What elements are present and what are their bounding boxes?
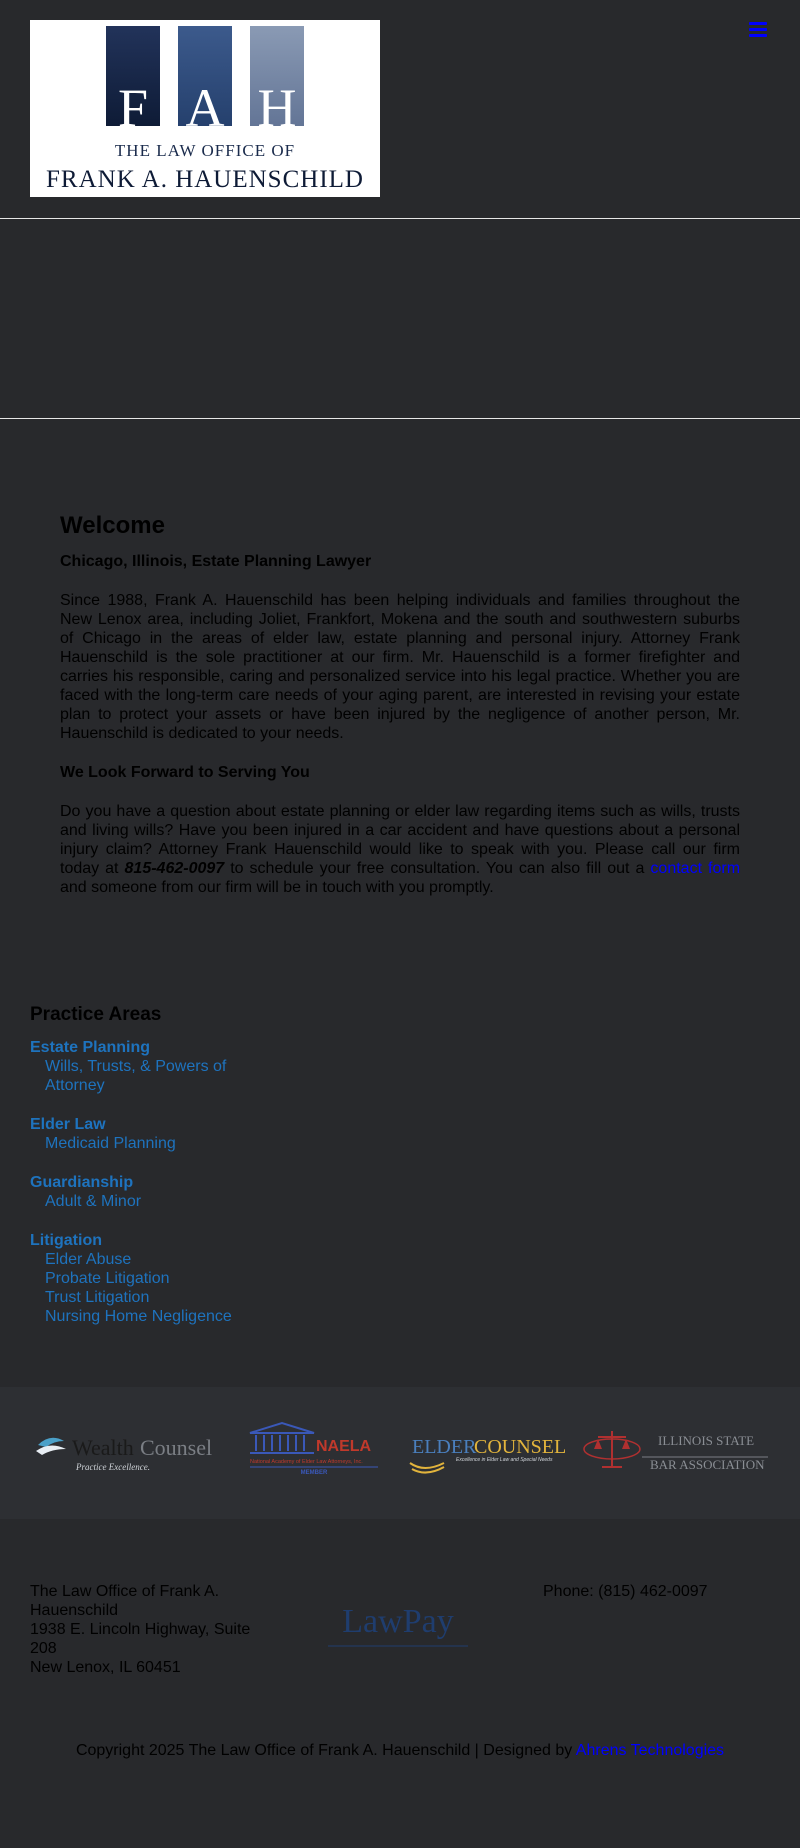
phone-number: 815-462-0097 xyxy=(124,860,225,877)
wealthcounsel-word1: Wealth xyxy=(72,1435,134,1460)
lawpay-logo[interactable] xyxy=(318,1596,478,1656)
site-header xyxy=(0,0,800,218)
eldercounsel-word2: COUNSEL xyxy=(474,1436,566,1458)
link-medicaid-planning[interactable]: Medicaid Planning xyxy=(45,1135,176,1152)
serving-heading: We Look Forward to Serving You xyxy=(60,764,310,781)
link-guardianship[interactable]: Guardianship xyxy=(30,1174,134,1191)
logo-letter-h: H xyxy=(257,78,297,138)
isba-logo[interactable] xyxy=(582,1421,770,1477)
welcome-title: Welcome xyxy=(60,512,165,539)
eldercounsel-tagline: Excellence in Elder Law and Special Needs xyxy=(456,1457,553,1463)
link-elder-abuse[interactable]: Elder Abuse xyxy=(45,1251,132,1268)
practice-group-litigation xyxy=(30,1231,260,1326)
wealthcounsel-logo[interactable] xyxy=(34,1427,224,1477)
link-trust-litigation[interactable]: Trust Litigation xyxy=(45,1289,150,1306)
isba-line1: ILLINOIS STATE xyxy=(658,1433,755,1448)
consult-text-3: and someone from our firm will be in touch with you promptly. xyxy=(60,879,494,896)
wealthcounsel-graphic xyxy=(34,1427,224,1477)
welcome-paragraph: Since 1988, Frank A. Hauenschild has been helping individuals and families throughout the New Lenox area, including Joliet, Frankfort, Mokena and the south and southwestern suburbs of Chicago in the areas of elder law, estate planning and personal injury. Attorney Frank Hauenschild is the sole practitioner at our firm. Mr. Hauenschild is a former firefighter and carries his responsible, caring and personalized service into his legal practice. Whether you are faced with the long-term care needs of your aging parent, are interested in revising your estate plan to protect your assets or have been injured by the negligence of another person, Mr. Hauenschild is dedicated to your needs. xyxy=(60,592,740,742)
affiliations-band xyxy=(0,1387,800,1519)
header-divider xyxy=(0,218,800,219)
footer-address xyxy=(30,1582,260,1677)
designer-link[interactable]: Ahrens Technologies xyxy=(575,1742,725,1759)
eldercounsel-logo[interactable] xyxy=(406,1423,566,1479)
naela-member: MEMBER xyxy=(300,1470,328,1476)
naela-abbr: NAELA xyxy=(316,1438,372,1455)
hamburger-menu-icon[interactable] xyxy=(749,22,767,38)
wealthcounsel-word2: Counsel xyxy=(140,1435,213,1460)
eldercounsel-graphic xyxy=(406,1423,566,1479)
link-nursing-home-negligence[interactable]: Nursing Home Negligence xyxy=(45,1308,232,1325)
welcome-section xyxy=(60,510,740,917)
practice-areas-title: Practice Areas xyxy=(30,1004,162,1025)
lawpay-label: LawPay xyxy=(342,1603,454,1640)
naela-graphic xyxy=(246,1417,382,1477)
firm-logo[interactable] xyxy=(30,20,380,197)
isba-graphic xyxy=(582,1421,770,1477)
lawpay-graphic xyxy=(318,1596,478,1656)
logo-tagline: THE LAW OFFICE OF xyxy=(114,141,296,160)
consult-text-2: to schedule your free consultation. You can also fill out a xyxy=(224,860,651,877)
practice-group-elder-law xyxy=(30,1115,260,1153)
practice-group-guardianship xyxy=(30,1173,260,1211)
address-name: The Law Office of Frank A. Hauenschild xyxy=(30,1583,220,1619)
consultation-paragraph xyxy=(60,802,740,897)
banner-divider xyxy=(0,418,800,419)
welcome-subtitle: Chicago, Illinois, Estate Planning Lawyer xyxy=(60,553,372,570)
practice-areas xyxy=(30,1003,260,1346)
link-litigation[interactable]: Litigation xyxy=(30,1232,102,1249)
footer-phone: Phone: (815) 462-0097 xyxy=(543,1583,708,1600)
naela-fullname: National Academy of Elder Law Attorneys, Inc. xyxy=(250,1459,363,1465)
link-adult-minor[interactable]: Adult & Minor xyxy=(45,1193,142,1210)
naela-logo[interactable] xyxy=(246,1417,382,1477)
contact-form-link[interactable]: contact form xyxy=(650,860,741,877)
copyright-bar xyxy=(0,1741,800,1760)
logo-firm-name: FRANK A. HAUENSCHILD xyxy=(46,166,364,193)
copyright-text: Copyright 2025 The Law Office of Frank A. Hauenschild | Designed by xyxy=(75,1742,576,1759)
link-wills-trusts[interactable]: Wills, Trusts, & Powers of Attorney xyxy=(45,1058,227,1094)
logo-letter-f: F xyxy=(117,78,149,138)
link-probate-litigation[interactable]: Probate Litigation xyxy=(45,1270,170,1287)
eldercounsel-word1: ELDER xyxy=(412,1436,477,1458)
firm-logo-graphic xyxy=(30,20,380,197)
logo-letter-a: A xyxy=(185,78,225,138)
practice-group-estate-planning xyxy=(30,1038,260,1095)
consult-text-1: Do you have a question about estate planning or elder law regarding items such as wills, trusts and living wills? Have you been injured in a car accident and have questions about a personal injury claim? Attorney Frank Hauenschild would like to speak with you. Please call our firm today at xyxy=(60,803,740,877)
link-estate-planning[interactable]: Estate Planning xyxy=(30,1039,151,1056)
address-street: 1938 E. Lincoln Highway, Suite 208 xyxy=(30,1621,251,1657)
wealthcounsel-tagline: Practice Excellence. xyxy=(76,1462,150,1472)
address-city: New Lenox, IL 60451 xyxy=(30,1659,181,1676)
isba-line2: BAR ASSOCIATION xyxy=(650,1457,765,1472)
link-elder-law[interactable]: Elder Law xyxy=(30,1116,106,1133)
